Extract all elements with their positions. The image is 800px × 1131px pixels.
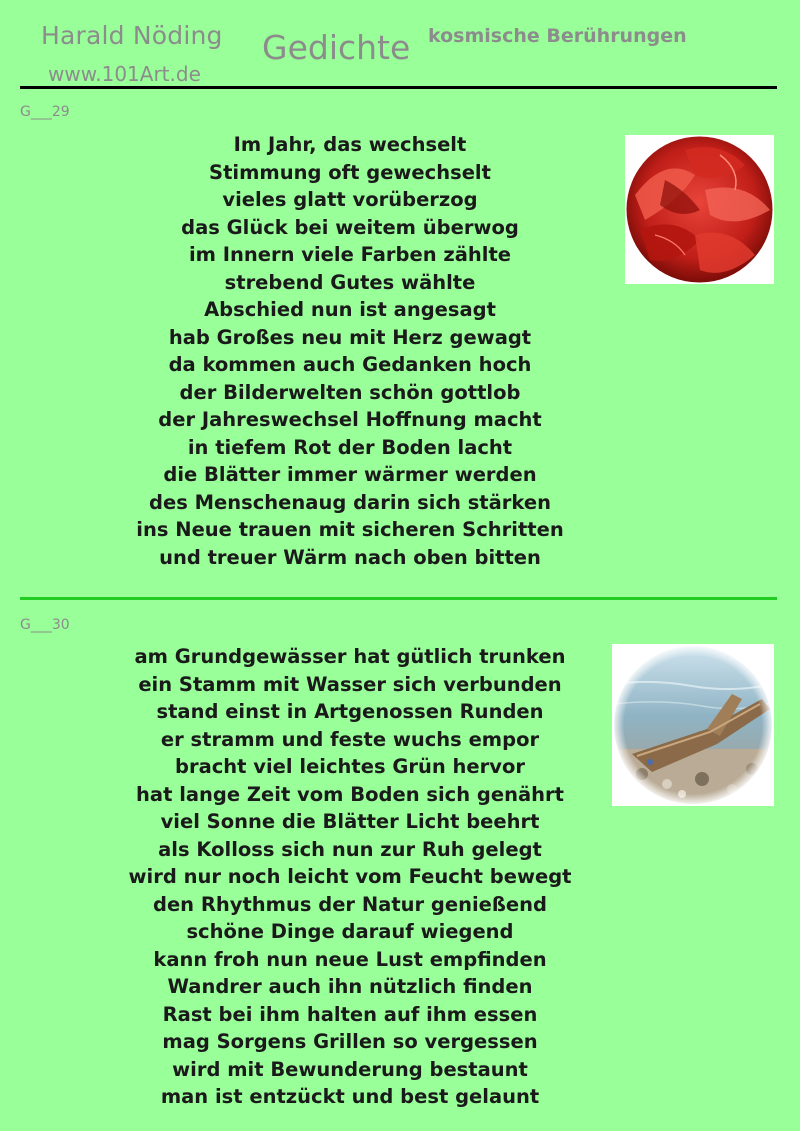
poem-line: als Kolloss sich nun zur Ruh gelegt bbox=[158, 837, 542, 861]
poem-line: in tiefem Rot der Boden lacht bbox=[187, 435, 513, 459]
poem-line: Stimmung oft gewechselt bbox=[209, 160, 491, 184]
driftwood-image bbox=[612, 644, 774, 806]
poem-line: mag Sorgens Grillen so vergessen bbox=[162, 1030, 538, 1053]
poem-line: viel Sonne die Blätter Licht beehrt bbox=[160, 810, 540, 833]
poem-line: den Rhythmus der Natur genießend bbox=[152, 892, 547, 916]
header-divider bbox=[20, 86, 777, 89]
poem-line: er stramm und feste wuchs empor bbox=[160, 727, 540, 751]
poem-line: man ist entzückt und best gelaunt bbox=[160, 1085, 540, 1108]
book-title: Gedichte bbox=[262, 28, 411, 67]
poem-line: wird mit Bewunderung bestaunt bbox=[172, 1057, 528, 1081]
poem-line: ins Neue trauen mit sicheren Schritten bbox=[136, 518, 564, 541]
poem-text bbox=[40, 131, 660, 571]
book-subtitle: kosmische Berührungen bbox=[428, 25, 687, 47]
poem-line: das Glück bei weitem überwog bbox=[181, 215, 519, 239]
poem-line: bracht viel leichtes Grün hervor bbox=[175, 755, 525, 778]
poem-line: strebend Gutes wählte bbox=[224, 270, 476, 294]
poem-line: wird nur noch leicht vom Feucht bewegt bbox=[128, 865, 572, 888]
poem-line: der Jahreswechsel Hoffnung macht bbox=[158, 408, 542, 431]
poem-id: G___29 bbox=[20, 104, 70, 120]
red-leaves-image bbox=[625, 135, 774, 284]
poem-line: schöne Dinge darauf wiegend bbox=[186, 920, 514, 943]
poem-line: Wandrer auch ihn nützlich finden bbox=[167, 975, 533, 998]
poem-line: und treuer Wärm nach oben bitten bbox=[159, 545, 541, 569]
poem-line: im Innern viele Farben zählte bbox=[188, 243, 512, 266]
poem-line: hat lange Zeit vom Boden sich genährt bbox=[136, 782, 564, 806]
poem-line: da kommen auch Gedanken hoch bbox=[168, 353, 532, 376]
poem-line: am Grundgewässer hat gütlich trunken bbox=[134, 645, 566, 668]
website-link[interactable]: www.101Art.de bbox=[48, 62, 201, 86]
poem-line: der Bilderwelten schön gottlob bbox=[179, 380, 521, 404]
poem-line: Im Jahr, das wechselt bbox=[233, 133, 467, 156]
poem-line: des Menschenaug darin sich stärken bbox=[149, 490, 551, 514]
poem-line: hab Großes neu mit Herz gewagt bbox=[168, 325, 532, 349]
poem-line: stand einst in Artgenossen Runden bbox=[156, 700, 544, 723]
poem-divider bbox=[20, 597, 777, 600]
poem-line: vieles glatt vorüberzog bbox=[222, 188, 478, 211]
poem-line: ein Stamm mit Wasser sich verbunden bbox=[138, 672, 562, 696]
poem-line: kann froh nun neue Lust empfinden bbox=[153, 947, 547, 971]
poem-id: G___30 bbox=[20, 617, 70, 633]
poem-line: Rast bei ihm halten auf ihm essen bbox=[162, 1002, 538, 1026]
poem-text bbox=[40, 643, 660, 1111]
poem-line: Abschied nun ist angesagt bbox=[204, 298, 496, 321]
author-name: Harald Nöding bbox=[41, 21, 223, 50]
poem-line: die Blätter immer wärmer werden bbox=[163, 463, 537, 486]
